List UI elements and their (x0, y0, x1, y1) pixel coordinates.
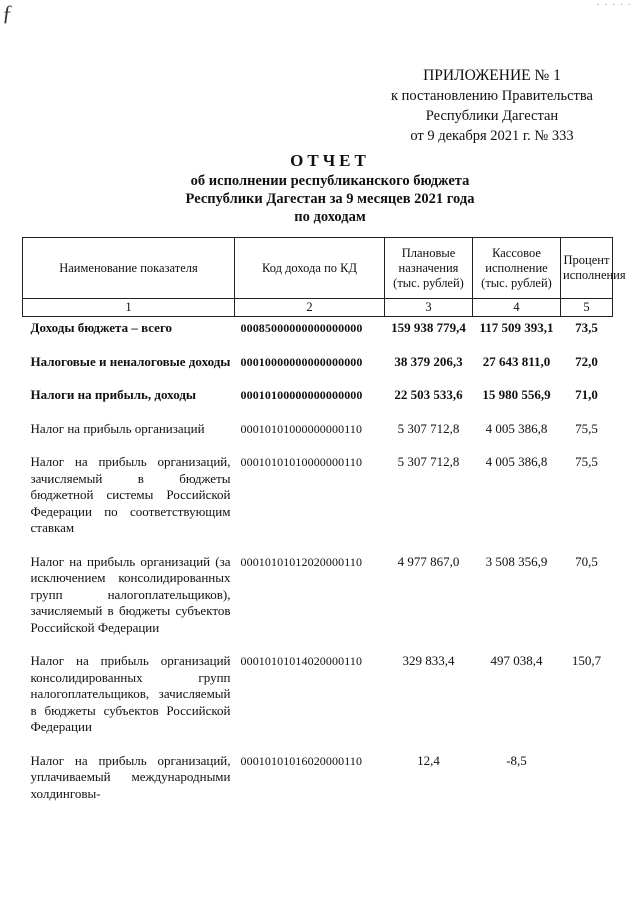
scan-artifact: · · · · · (596, 0, 632, 11)
row-percent: 73,5 (575, 320, 598, 335)
row-code: 00010100000000000000 (240, 388, 363, 402)
row-percent: 70,5 (575, 553, 598, 569)
row-plan: 5 307 712,8 (397, 454, 460, 469)
report-subtitle: об исполнении республиканского бюджета (190, 173, 470, 189)
row-actual: -8,5 (506, 752, 527, 768)
row-code: 00010101012020000110 (240, 554, 363, 569)
row-plan: 38 379 206,3 (394, 353, 463, 369)
report-subtitle: Республики Дагестан за 9 месяцев 2021 года (185, 191, 475, 207)
header-name: Наименование показателя (23, 238, 235, 299)
header-actual: Кассовое исполнение (тыс. рублей) (473, 238, 561, 299)
row-actual: 497 038,4 (490, 653, 543, 668)
report-title-block (100, 150, 560, 226)
row-name: Налог на прибыль организаций, зачисляемый в бюджеты бюджетной системы Российской Федерации по соответствующим ставкам (30, 454, 231, 535)
row-plan: 12,4 (417, 752, 440, 768)
report-title: ОТЧЕТ (290, 151, 370, 170)
appendix-line: к постановлению Правительства (391, 88, 593, 104)
row-percent: 75,5 (575, 454, 598, 469)
row-actual: 3 508 356,9 (485, 553, 548, 569)
row-code: 00010101016020000110 (240, 753, 363, 768)
row-plan: 159 938 779,4 (391, 320, 466, 335)
col-number: 2 (235, 299, 385, 317)
row-plan: 329 833,4 (402, 653, 455, 668)
table-row (23, 351, 613, 385)
table-row (23, 750, 613, 803)
column-number-row (23, 299, 613, 317)
row-actual: 27 643 811,0 (482, 353, 551, 369)
row-percent: 71,0 (575, 387, 598, 402)
table-row (23, 418, 613, 452)
col-number: 1 (23, 299, 235, 317)
row-plan: 4 977 867,0 (397, 553, 460, 569)
row-actual: 117 509 393,1 (479, 320, 554, 335)
row-percent (561, 750, 613, 803)
table-row (23, 384, 613, 418)
row-actual: 4 005 386,8 (485, 454, 548, 469)
row-actual: 15 980 556,9 (482, 387, 551, 402)
report-subtitle: по доходам (294, 209, 366, 225)
table-row (23, 317, 613, 351)
header-percent: Процент исполнения (561, 238, 613, 299)
table-header-row (23, 238, 613, 299)
appendix-line: Республики Дагестан (425, 108, 559, 124)
corner-mark: ƒ (2, 0, 13, 25)
col-number: 3 (385, 299, 473, 317)
row-percent: 75,5 (575, 420, 598, 436)
appendix-title: ПРИЛОЖЕНИЕ № 1 (423, 67, 561, 84)
table-row (23, 650, 613, 750)
row-percent: 72,0 (575, 353, 598, 369)
row-name: Налог на прибыль организаций (30, 420, 205, 436)
row-name: Доходы бюджета – всего (30, 320, 173, 335)
row-actual: 4 005 386,8 (485, 420, 548, 436)
appendix-block (372, 66, 612, 146)
revenue-table (22, 237, 626, 802)
col-number: 5 (561, 299, 613, 317)
row-percent: 150,7 (571, 653, 602, 668)
row-name: Налоги на прибыль, доходы (30, 387, 197, 402)
table-row (23, 451, 613, 551)
header-plan: Плановые назначения (тыс. рублей) (385, 238, 473, 299)
row-plan: 5 307 712,8 (397, 420, 460, 436)
appendix-date-line: от 9 декабря 2021 г. № 333 (410, 128, 574, 144)
row-code: 00010000000000000000 (240, 354, 363, 369)
row-code: 00010101010000000110 (240, 455, 363, 469)
row-name: Налог на прибыль организаций, уплачиваемый международными холдинговы- (30, 752, 231, 801)
row-plan: 22 503 533,6 (394, 387, 463, 402)
row-code: 00010101000000000110 (240, 421, 363, 436)
row-code: 00010101014020000110 (240, 654, 363, 668)
row-name: Налог на прибыль организаций (за исключением консолидированных групп налогоплательщиков), зачисляемый в бюджеты субъектов Российской Федерации (30, 553, 231, 635)
row-name: Налоговые и неналоговые доходы (30, 353, 231, 369)
header-code: Код дохода по КД (235, 238, 385, 299)
row-code: 00085000000000000000 (240, 321, 363, 335)
col-number: 4 (473, 299, 561, 317)
row-name: Налог на прибыль организаций консолидированных групп налогоплательщиков, зачисляемый в бюджеты субъектов Российской Федерации (30, 653, 231, 734)
table-row (23, 551, 613, 651)
